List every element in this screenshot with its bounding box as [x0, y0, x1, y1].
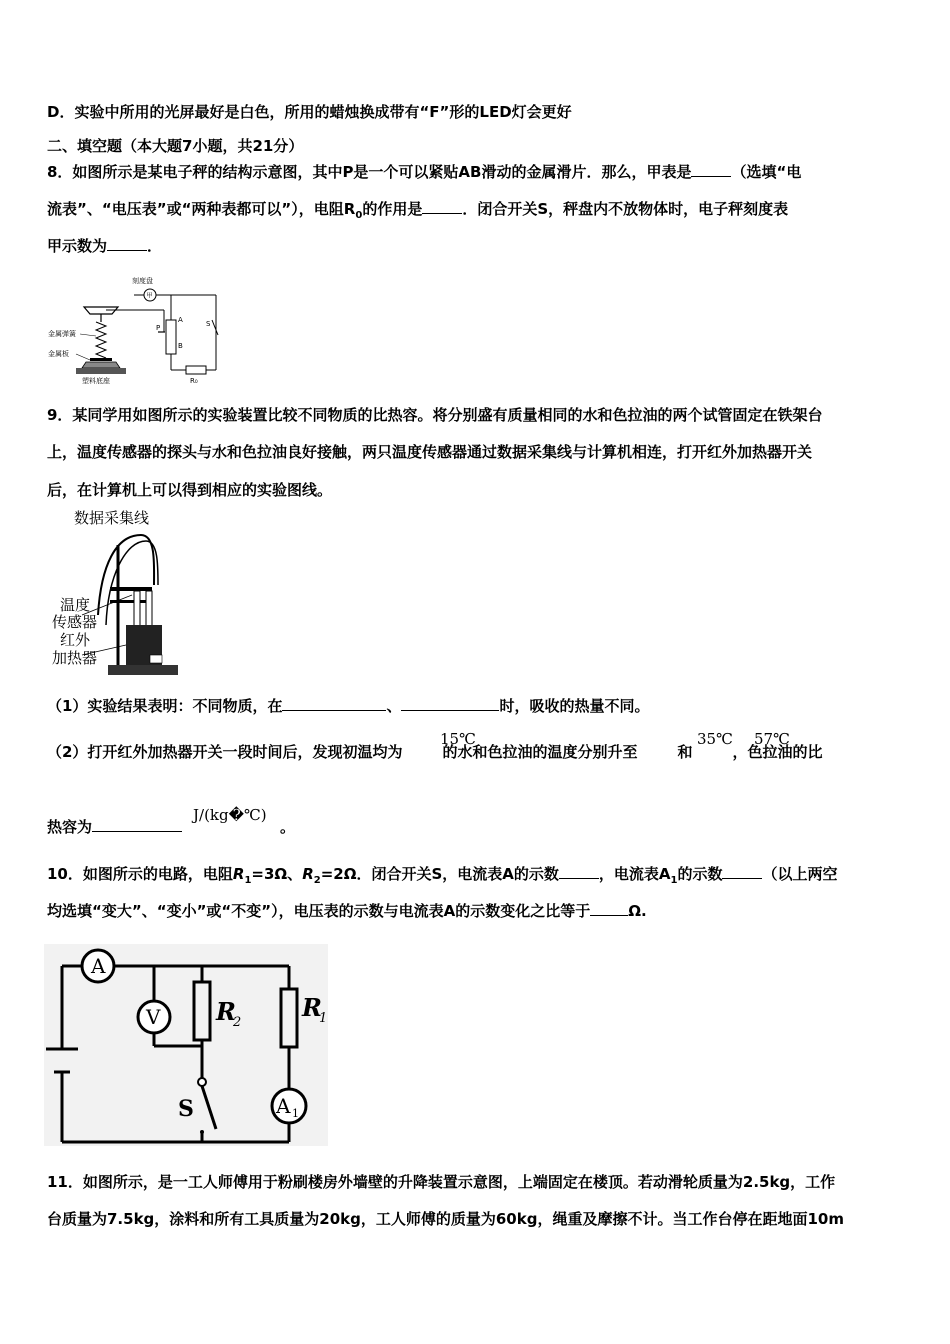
q9-part-3: 热容为 。 — [47, 818, 296, 836]
q9-line-3: 后，在计算机上可以得到相应的实验图线。 — [47, 481, 333, 499]
q10-blank-3[interactable] — [590, 901, 628, 916]
q10-line-2: 均选填“变大”、“变小”或“不变”），电压表的示数与电流表A的示数变化之比等于 Ω. — [47, 902, 647, 920]
figure-electronic-scale — [46, 270, 238, 388]
dial-label: 刻度盘 — [132, 277, 153, 285]
q9-line-2: 上，温度传感器的探头与水和色拉油良好接触，两只温度传感器通过数据采集线与计算机相连，打开红外加热器开关 — [47, 443, 813, 461]
temp-water: 35℃ — [697, 730, 733, 748]
r2-label: R — [216, 997, 236, 1026]
section-heading: 二、填空题（本大题7小题，共21分） — [47, 137, 304, 155]
r1-label: R — [302, 993, 322, 1022]
q9-part-1: （1）实验结果表明：不同物质，在 、 时，吸收的热量不同。 — [47, 697, 650, 715]
temp-oil: 57℃ — [754, 730, 790, 748]
cable-label: 数据采集线 — [74, 509, 150, 527]
q9-line-1: 9．某同学用如图所示的实验装置比较不同物质的比热容。将分别盛有质量相同的水和色拉油的两个试管固定在铁架台 — [47, 406, 823, 424]
a-label: A — [178, 316, 183, 324]
q10-line-1: 10．如图所示的电路，电阻$R_1=3\Omega$、$R_2=2\Omega$．闭合开关S，电流表A的示数 ，电流表$A_1$的示数 （以上两空 — [47, 865, 838, 886]
sensor-label-2: 传感器 — [52, 613, 98, 631]
ammeter-a1-sub: 1 — [292, 1107, 299, 1120]
q10-blank-1[interactable] — [559, 864, 599, 879]
ammeter-jia-label: 甲 — [146, 292, 153, 300]
q8-line-3: 甲示数为 ． — [47, 237, 163, 255]
r2-sub: 2 — [233, 1015, 242, 1030]
sensor-label-1: 温度 — [60, 596, 91, 614]
heat-capacity-unit: J/(kg�℃) — [193, 806, 267, 824]
figure-heat-apparatus — [46, 505, 181, 680]
voltmeter-label: V — [146, 1005, 161, 1029]
ammeter-a1-label: A — [276, 1094, 291, 1118]
heater-label-1: 红外 — [60, 631, 91, 649]
q8-line-1: 8．如图所示是某电子秤的结构示意图，其中P是一个可以紧贴AB滑动的金属滑片．那么，甲表是 （选填“电 — [47, 163, 802, 181]
q9-blank-2[interactable] — [401, 696, 499, 711]
ammeter-a-label: A — [91, 954, 106, 978]
q8-blank-2[interactable] — [422, 199, 462, 214]
q8-blank-1[interactable] — [691, 162, 731, 177]
spring-label: 金属弹簧 — [48, 330, 76, 338]
q8-blank-3[interactable] — [107, 236, 147, 251]
r0-label: R₀ — [190, 377, 198, 385]
q9-blank-3[interactable] — [92, 817, 182, 832]
temp-initial: 15℃ — [440, 730, 476, 748]
q9-blank-1[interactable] — [282, 696, 386, 711]
q11-line-1: 11．如图所示，是一工人师傅用于粉刷楼房外墙壁的升降装置示意图，上端固定在楼顶。若动滑轮质量为2.5kg，工作 — [47, 1173, 836, 1191]
q10-blank-2[interactable] — [722, 864, 762, 879]
s-label: S — [206, 320, 211, 328]
b-label: B — [178, 342, 183, 350]
heater-label-2: 加热器 — [52, 649, 98, 667]
option-d: D．实验中所用的光屏最好是白色，所用的蜡烛换成带有“F”形的LED灯会更好 — [47, 103, 572, 121]
q8-line-2: 流表”、“电压表”或“两种表都可以”），电阻$R_0$的作用是 ．闭合开关S，秤盘内不放物体时，电子秤刻度表 — [47, 200, 789, 221]
r1-sub: 1 — [319, 1011, 328, 1026]
figure-circuit — [44, 944, 328, 1146]
p-label: P — [156, 324, 161, 332]
base-label: 塑料底座 — [82, 377, 110, 385]
plate-label: 金属板 — [48, 350, 69, 358]
switch-label: S — [178, 1096, 194, 1122]
q9-part-2: （2）打开红外加热器开关一段时间后，发现初温均为 的水和色拉油的温度分别升至 和 ，色拉油的比 — [47, 743, 823, 761]
q11-line-2: 台质量为7.5kg，涂料和所有工具质量为20kg，工人师傅的质量为60kg，绳重及摩擦不计。当工作台停在距地面10m — [47, 1210, 844, 1228]
